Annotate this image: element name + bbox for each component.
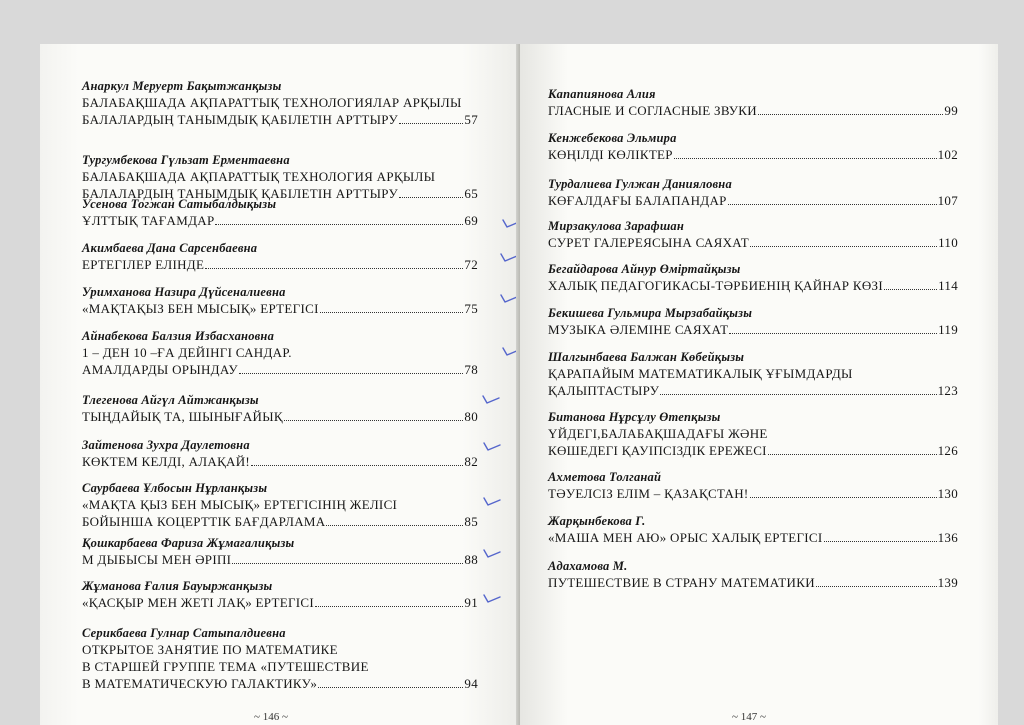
toc-entry	[40, 240, 520, 273]
dot-leader	[824, 540, 937, 542]
toc-author: Бегайдарова Айнур Өміртайқызы	[548, 262, 741, 276]
toc-page-number: 126	[937, 443, 958, 458]
toc-author: Уримханова Назира Дүйсеналиевна	[82, 285, 286, 299]
toc-author: Айнабекова Балзия Избасхановна	[82, 329, 275, 343]
pen-check-mark-icon	[483, 591, 501, 605]
toc-entry	[40, 392, 520, 425]
toc-page-number: 78	[464, 362, 478, 377]
toc-title-line: ҚАЛЫПТАСТЫРУ	[548, 383, 660, 398]
dot-leader	[660, 393, 936, 395]
toc-author: Қошкарбаева Фариза Жұмағалиқызы	[82, 536, 295, 550]
toc-entry	[520, 469, 998, 502]
toc-author: Серикбаева Гулнар Сатыпалдиевна	[82, 626, 286, 640]
toc-title-row	[548, 234, 958, 251]
toc-title-row	[548, 192, 958, 209]
toc-page-number: 88	[464, 552, 478, 567]
dot-leader	[674, 157, 937, 159]
toc-title-line: «ҚАСҚЫР МЕН ЖЕТІ ЛАҚ» ЕРТЕГІСІ	[82, 595, 314, 610]
toc-title-line: ОТКРЫТОЕ ЗАНЯТИЕ ПО МАТЕМАТИКЕ	[82, 642, 338, 657]
toc-entry	[40, 328, 520, 378]
toc-title-row	[548, 146, 958, 163]
pen-check-mark-icon	[483, 439, 501, 453]
toc-author: Зайтенова Зухра Даулетовна	[82, 438, 250, 452]
toc-entry	[40, 625, 520, 692]
dot-leader	[884, 288, 937, 290]
toc-entry	[520, 558, 998, 591]
toc-page-number: 119	[938, 322, 958, 337]
toc-author: Тургумбекова Гүльзат Ерментаевна	[82, 153, 290, 167]
toc-entry	[40, 284, 520, 317]
toc-title-line: ҮЙДЕГІ,БАЛАБАҚШАДАҒЫ ЖӘНЕ	[548, 426, 768, 441]
toc-title-row	[82, 594, 478, 611]
toc-entry	[520, 261, 998, 294]
dot-leader	[239, 372, 464, 374]
toc-title-line: М ДЫБЫСЫ МЕН ӘРІПІ	[82, 552, 232, 567]
toc-title-line: «МАША МЕН АЮ» ОРЫС ХАЛЫҚ ЕРТЕГІСІ	[548, 530, 823, 545]
toc-title-line: ПУТЕШЕСТВИЕ В СТРАНУ МАТЕМАТИКИ	[548, 575, 815, 590]
right-page-number: ~ 147 ~	[732, 711, 766, 723]
toc-title-row	[82, 408, 478, 425]
toc-title-line: ХАЛЫҚ ПЕДАГОГИКАСЫ-ТӘРБИЕНІҢ ҚАЙНАР КӨЗІ	[548, 278, 883, 293]
toc-page-number: 80	[464, 409, 478, 424]
book-spread	[40, 44, 998, 725]
toc-title-line: В МАТЕМАТИЧЕСКУЮ ГАЛАКТИКУ»	[82, 676, 318, 691]
toc-entry	[520, 349, 998, 399]
toc-entry	[520, 305, 998, 338]
dot-leader	[232, 562, 463, 564]
toc-page-number: 85	[464, 514, 478, 529]
toc-author: Акимбаева Дана Сарсенбаевна	[82, 241, 258, 255]
toc-title-row	[548, 102, 958, 119]
toc-page-number: 69	[464, 213, 478, 228]
toc-page-number: 82	[464, 454, 478, 469]
toc-entry	[40, 480, 520, 530]
dot-leader	[284, 419, 464, 421]
toc-author: Анаркул Меруерт Бақытжанқызы	[82, 79, 282, 93]
toc-page-number: 57	[464, 112, 478, 127]
toc-entry	[40, 78, 520, 128]
dot-leader	[251, 464, 463, 466]
toc-title-line: ЕРТЕГІЛЕР ЕЛІНДЕ	[82, 257, 205, 272]
toc-title-row	[548, 529, 958, 546]
toc-page-number: 136	[937, 530, 958, 545]
left-page-number: ~ 146 ~	[254, 711, 288, 723]
toc-author: Усенова Тогжан Сатыбалдықызы	[82, 197, 277, 211]
toc-author: Тлегенова Айгүл Айтжанқызы	[82, 393, 259, 407]
dot-leader	[768, 453, 937, 455]
toc-title-row	[548, 485, 958, 502]
pen-check-mark-icon	[483, 494, 501, 508]
toc-title-line: КӨШЕДЕГІ ҚАУІПСІЗДІК ЕРЕЖЕСІ	[548, 443, 767, 458]
dot-leader	[215, 223, 463, 225]
toc-entry	[520, 130, 998, 163]
toc-title-line: БАЛАБАҚШАДА АҚПАРАТТЫҚ ТЕХНОЛОГИЯЛАР АРҚЫЛЫ	[82, 95, 462, 110]
toc-page-number: 75	[464, 301, 478, 316]
pen-check-mark-icon	[482, 392, 500, 406]
dot-leader	[318, 686, 463, 688]
toc-entry	[520, 409, 998, 459]
toc-title-row	[548, 382, 958, 399]
dot-leader	[729, 332, 937, 334]
toc-title-row	[82, 453, 478, 470]
toc-page-number: 139	[937, 575, 958, 590]
toc-author: Шалгынбаева Балжан Көбейқызы	[548, 350, 745, 364]
dot-leader	[399, 122, 463, 124]
toc-author: Бекишева Гульмира Мырзабайқызы	[548, 306, 753, 320]
toc-author: Турдалиева Гулжан Данияловна	[548, 177, 732, 191]
dot-leader	[315, 605, 463, 607]
toc-entry	[520, 86, 998, 119]
toc-title-line: 1 – ДЕН 10 –ҒА ДЕЙІНГІ САНДАР.	[82, 345, 292, 360]
toc-title-line: МУЗЫКА ӘЛЕМІНЕ САЯХАТ	[548, 322, 729, 337]
toc-author: Мирзакулова Зарафшан	[548, 219, 685, 233]
toc-title-row	[82, 212, 478, 229]
toc-page-number: 99	[944, 103, 958, 118]
dot-leader	[750, 496, 937, 498]
toc-title-row	[548, 277, 958, 294]
dot-leader	[750, 245, 937, 247]
toc-title-line: ҰЛТТЫҚ ТАҒАМДАР	[82, 213, 215, 228]
toc-title-line: ТЫҢДАЙЫҚ ТА, ШЫНЫҒАЙЫҚ	[82, 409, 283, 424]
toc-entry	[40, 437, 520, 470]
toc-title-line: БАЛАЛАРДЫҢ ТАНЫМДЫҚ ҚАБІЛЕТІН АРТТЫРУ	[82, 112, 399, 127]
toc-title-line: ТӘУЕЛСІЗ ЕЛІМ – ҚАЗАҚСТАН!	[548, 486, 749, 501]
toc-author: Жұманова Ғалия Бауыржанқызы	[82, 579, 273, 593]
toc-page-number: 110	[938, 235, 958, 250]
toc-title-line: «МАҚТА ҚЫЗ БЕН МЫСЫҚ» ЕРТЕГІСІНІҢ ЖЕЛІСІ	[82, 497, 398, 512]
toc-page-number: 94	[464, 676, 478, 691]
toc-title-line: В СТАРШЕЙ ГРУППЕ ТЕМА «ПУТЕШЕСТВИЕ	[82, 659, 369, 674]
toc-title-row	[82, 361, 478, 378]
toc-title-line: БОЙЫНША КОЦЕРТТІК БАҒДАРЛАМА	[82, 514, 326, 529]
toc-title-row	[82, 551, 478, 568]
toc-title-line: КӨКТЕМ КЕЛДІ, АЛАҚАЙ!	[82, 454, 251, 469]
toc-page-number: 114	[938, 278, 958, 293]
toc-title-line: КӨҢІЛДІ КӨЛІКТЕР	[548, 147, 673, 162]
toc-title-row	[548, 321, 958, 338]
toc-title-line: ҚАРАПАЙЫМ МАТЕМАТИКАЛЫҚ ҰҒЫМДАРДЫ	[548, 366, 853, 381]
toc-author: Кенжебекова Эльмира	[548, 131, 677, 145]
toc-page-number: 107	[937, 193, 958, 208]
dot-leader	[326, 524, 463, 526]
toc-entry	[40, 578, 520, 611]
toc-author: Ахметова Толганай	[548, 470, 662, 484]
toc-entry	[40, 535, 520, 568]
toc-page-number: 102	[937, 147, 958, 162]
toc-page-number: 123	[937, 383, 958, 398]
dot-leader	[728, 203, 937, 205]
toc-page-number: 72	[464, 257, 478, 272]
toc-title-line: АМАЛДАРДЫ ОРЫНДАУ	[82, 362, 238, 377]
toc-author: Капапиянова Алия	[548, 87, 656, 101]
toc-title-line: «МАҚТАҚЫЗ БЕН МЫСЫҚ» ЕРТЕГІСІ	[82, 301, 319, 316]
toc-title-line: ГЛАСНЫЕ И СОГЛАСНЫЕ ЗВУКИ	[548, 103, 757, 118]
toc-title-row	[82, 256, 478, 273]
dot-leader	[320, 311, 464, 313]
toc-title-row	[82, 300, 478, 317]
toc-page-number: 65	[464, 186, 478, 201]
toc-title-row	[82, 513, 478, 530]
toc-title-line: КӨҒАЛДАҒЫ БАЛАПАНДАР	[548, 193, 727, 208]
left-page	[40, 44, 520, 725]
toc-title-row	[82, 111, 478, 128]
toc-entry	[520, 176, 998, 209]
toc-entry	[520, 218, 998, 251]
toc-title-line: СУРЕТ ГАЛЕРЕЯСЫНА САЯХАТ	[548, 235, 750, 250]
dot-leader	[205, 267, 463, 269]
toc-title-row	[548, 574, 958, 591]
dot-leader	[816, 585, 937, 587]
toc-title-row	[548, 442, 958, 459]
toc-title-line: БАЛАЛАРДЫҢ ТАНЫМДЫҚ ҚАБІЛЕТІН АРТТЫРУ	[82, 186, 399, 201]
right-page	[520, 44, 998, 725]
pen-check-mark-icon	[483, 546, 501, 560]
toc-entry	[40, 196, 520, 229]
toc-author: Саурбаева Ұлбосын Нұрланқызы	[82, 481, 268, 495]
toc-title-row	[82, 675, 478, 692]
toc-author: Адахамова М.	[548, 559, 628, 573]
toc-page-number: 130	[937, 486, 958, 501]
toc-entry	[520, 513, 998, 546]
toc-author: Жарқынбекова Г.	[548, 514, 646, 528]
toc-entry	[40, 152, 520, 202]
toc-author: Битанова Нұрсұлу Өтепқызы	[548, 410, 721, 424]
dot-leader	[758, 113, 943, 115]
toc-page-number: 91	[464, 595, 478, 610]
toc-title-line: БАЛАБАҚШАДА АҚПАРАТТЫҚ ТЕХНОЛОГИЯ АРҚЫЛЫ	[82, 169, 436, 184]
